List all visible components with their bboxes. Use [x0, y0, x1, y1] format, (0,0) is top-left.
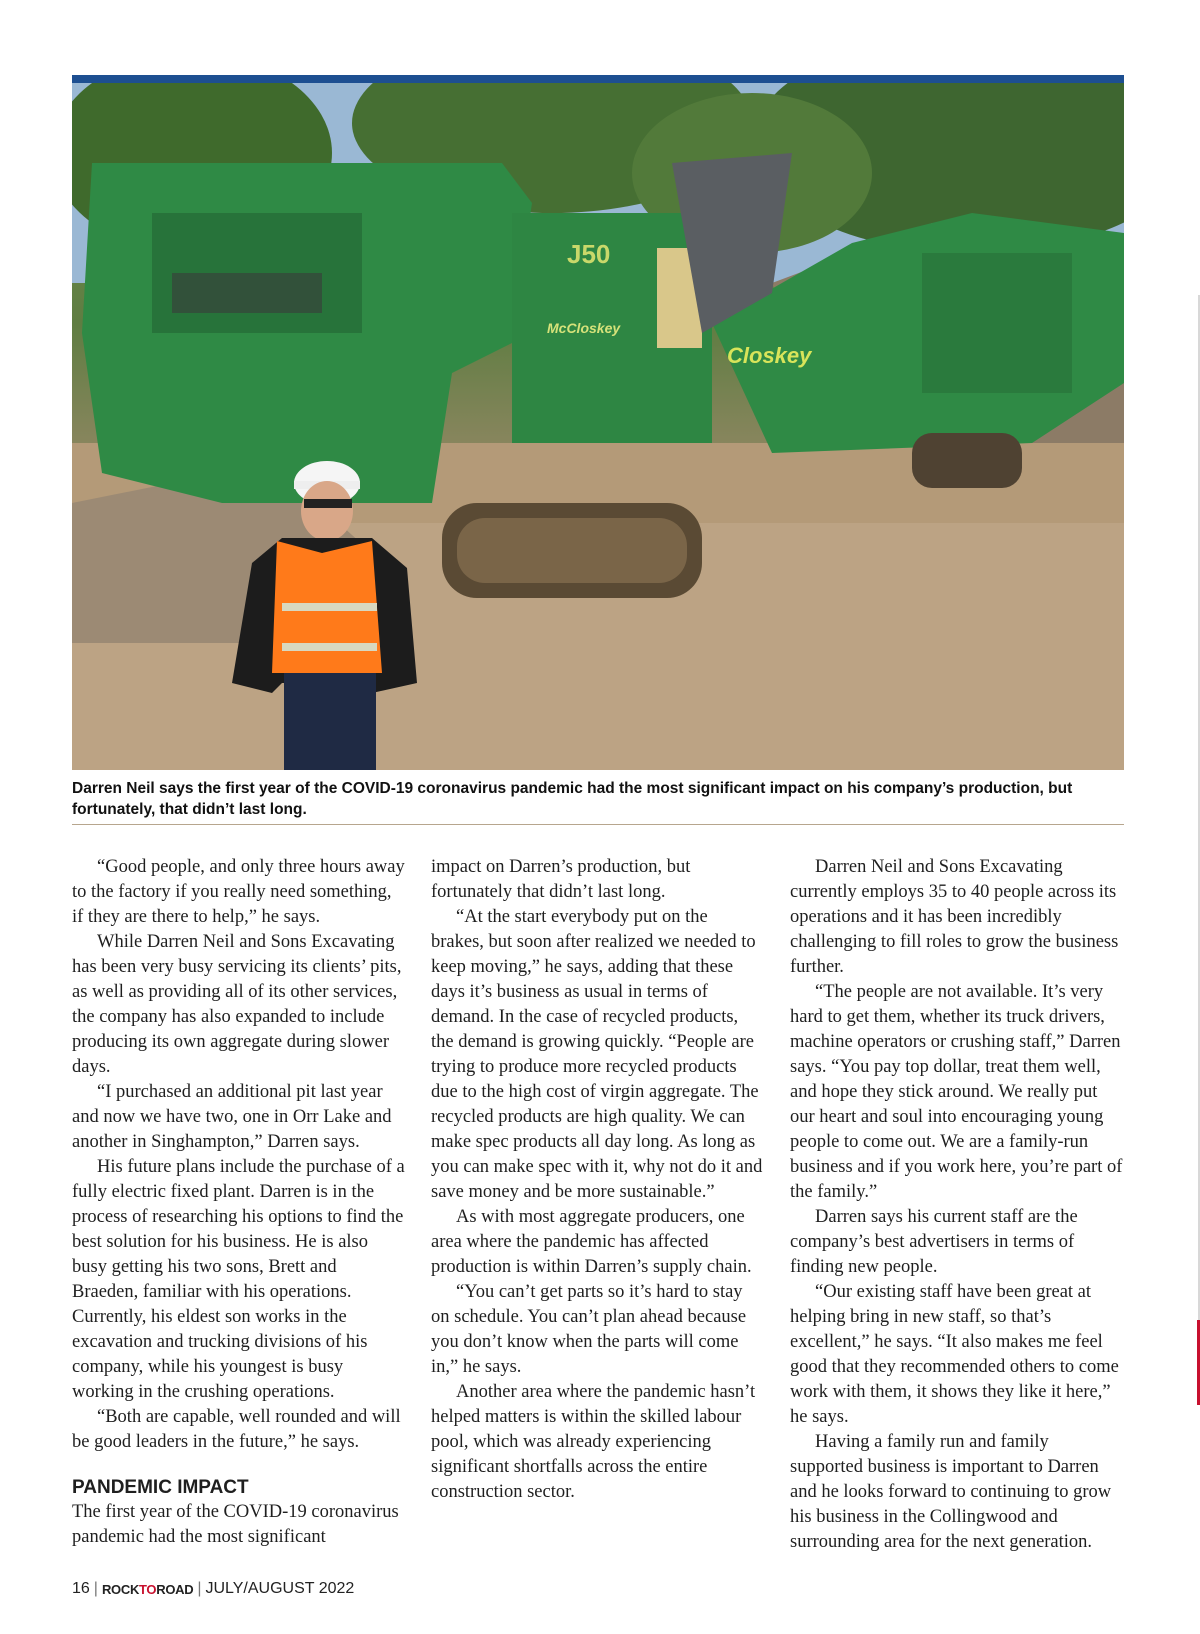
- paragraph: His future plans include the purchase of a fully electric fixed plant. Darren is in the process of researching his options to find the best solution for his business. He is also busy getting his two sons, Brett and Braeden, familiar with his operations. Currently, his eldest son works in the excavation and trucking divisions of his company, while his youngest is busy working in the crushing operations.: [72, 1157, 405, 1402]
- jeans: [284, 673, 376, 770]
- paragraph: Darren says his current staff are the company’s best advertisers in terms of finding new people.: [790, 1207, 1078, 1277]
- brand-label-1: McCloskey: [547, 320, 621, 336]
- brand-label-2: Closkey: [727, 343, 812, 368]
- paragraph: Another area where the pandemic hasn’t helped matters is within the skilled labour pool, which was already experiencing significant shortfalls across the entire construction sector.: [431, 1382, 756, 1502]
- screener-track: [912, 433, 1022, 488]
- face: [301, 481, 353, 541]
- article-column-3: [790, 855, 1124, 1555]
- paragraph: “You can’t get parts so it’s hard to stay on schedule. You can’t plan ahead because you don’t know when the parts will come in,” he says.: [431, 1282, 747, 1377]
- article-column-2: [431, 855, 765, 1505]
- photo-top-bar: [72, 75, 1124, 83]
- paragraph: The first year of the COVID-19 coronavirus pandemic had the most significant: [72, 1502, 399, 1547]
- paragraph: impact on Darren’s production, but fortunately that didn’t last long.: [431, 857, 691, 902]
- footer-separator: |: [197, 1580, 202, 1597]
- footer-separator: |: [93, 1580, 98, 1597]
- paragraph: Darren Neil and Sons Excavating currently employs 35 to 40 people across its operations and it has been incredibly challenging to fill roles to grow the business further.: [790, 857, 1119, 977]
- section-heading: PANDEMIC IMPACT: [72, 1477, 249, 1498]
- paragraph: Having a family run and family supported business is important to Darren and he looks forward to continuing to grow his business in the Collingwood and surrounding area for the next generation.: [790, 1432, 1112, 1552]
- paragraph: “At the start everybody put on the brakes, but soon after realized we needed to keep moving,” he says, adding that these days it’s business as usual in terms of demand. In the case of recycled products, the demand is growing quickly. “People are trying to produce more recycled products due to the high cost of virgin aggregate. The recycled products are high quality. We can make spec products all day long. As long as you can make spec with it, why not do it and save money and be more sustainable.”: [431, 907, 763, 1202]
- paragraph: “Both are capable, well rounded and will be good leaders in the future,” he says.: [72, 1407, 401, 1452]
- issue-date: JULY/AUGUST 2022: [205, 1580, 355, 1597]
- paragraph: As with most aggregate producers, one area where the pandemic has affected production is within Darren’s supply chain.: [431, 1207, 752, 1277]
- paragraph: “Our existing staff have been great at helping bring in new staff, so that’s excellent,” he says. “It also makes me feel good that they recommended others to come work with them, it shows they like it here,” he says.: [790, 1282, 1119, 1427]
- page-footer: [72, 1580, 354, 1598]
- feature-photo: [72, 83, 1124, 770]
- article-column-1: [72, 855, 406, 1550]
- paragraph: “The people are not available. It’s very hard to get them, whether its truck drivers, machine operators or crushing staff,” Darren says. “You pay top dollar, treat them well, and hope they stick around. We really put our heart and soul into encouraging young people to come out. We are a family-run business and if you work here, you’re part of the family.”: [790, 982, 1123, 1202]
- paragraph: While Darren Neil and Sons Excavating has been very busy servicing its clients’ pits, as well as providing all of its other services, the company has also expanded to include producing its own aggregate during slower days.: [72, 932, 402, 1077]
- photo-caption: Darren Neil says the first year of the COVID-19 coronavirus pandemic had the most significant impact on his company’s production, but fortunately, that didn’t last long.: [72, 780, 1073, 818]
- model-label: J50: [567, 239, 611, 269]
- paragraph: “I purchased an additional pit last year and now we have two, one in Orr Lake and another in Singhampton,” Darren says.: [72, 1082, 392, 1152]
- page-number: 16: [72, 1580, 90, 1597]
- paragraph: “Good people, and only three hours away to the factory if you really need something, if they are there to help,” he says.: [72, 857, 405, 927]
- caption-divider: [72, 824, 1124, 825]
- magazine-logo: ROCKTOROAD: [101, 1581, 194, 1597]
